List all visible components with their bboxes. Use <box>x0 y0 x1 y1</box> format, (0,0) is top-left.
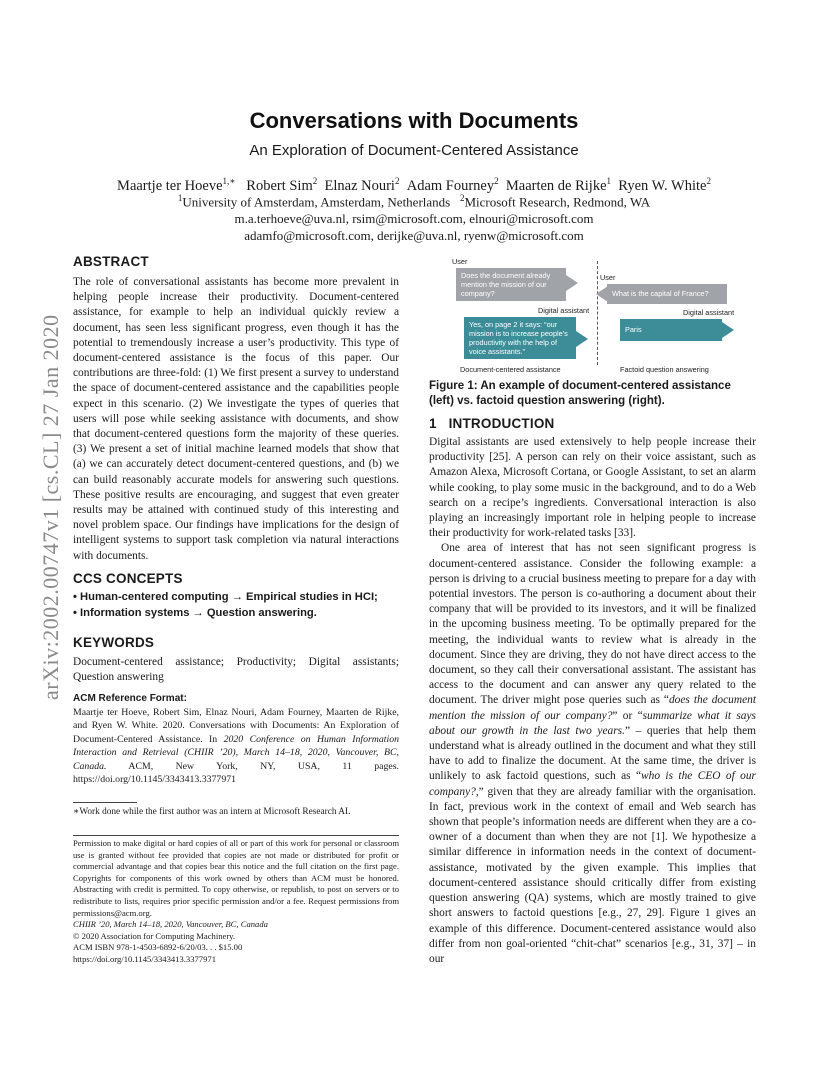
affil-sup: 2 <box>459 193 465 203</box>
bubble-tail <box>566 275 578 291</box>
author-sup: 2 <box>394 176 400 186</box>
email-line: adamfo@microsoft.com, derijke@uva.nl, ryenw@microsoft.com <box>244 228 584 243</box>
author-sup: 2 <box>312 176 318 186</box>
acm-ref-heading: ACM Reference Format: <box>73 693 187 704</box>
acm-ref-part: Maartje ter Hoeve, Robert Sim, Elnaz Nouri, Adam Fourney, Maarten de Rijke, and Ryen W. White. 2020. Conversations with Documents: An Exploration of Document-Centered Assistance. In <box>73 707 399 745</box>
text-run: ” or “ <box>612 709 643 722</box>
isbn: ACM ISBN 978-1-4503-6892-6/20/03. . . $15.00 <box>73 942 243 953</box>
affiliation-1: University of Amsterdam, Amsterdam, Netherlands <box>182 194 451 210</box>
author-sup: 2 <box>494 176 499 186</box>
paper-subtitle: An Exploration of Document-Centered Assistance <box>249 142 579 159</box>
author-sup: 1,∗ <box>222 176 236 186</box>
arxiv-stamp: arXiv:2002.00747v1 [cs.CL] 27 Jan 2020 <box>38 314 63 700</box>
example-query: summarize what it says about our growth in the last two years. <box>429 709 756 737</box>
section-number: 1 <box>429 416 437 431</box>
footnote: ∗Work done while the first author was an intern at Microsoft Research AI. <box>73 807 351 817</box>
doi: https://doi.org/10.1145/3343413.3377971 <box>73 953 216 964</box>
affiliation-2: Microsoft Research, Redmond, WA <box>464 194 651 210</box>
example-query: who is the CEO of our company? <box>429 770 756 798</box>
fig-right-assistant-label: Digital assistant <box>683 308 735 317</box>
figure-caption: Figure 1: An example of document-centered assistance (left) vs. factoid question answering (right). <box>429 380 731 407</box>
intro-paragraph-1: Digital assistants are used extensively to help people increase their productivity [25]. A person can rely on their voice assistant, such as Amazon Alexa, Microsoft Cortana, or Google Assistant, to set an alarm while cooking, to play some music in the background, and to do a Web search on a recipe’s ingredients. Conversational interaction is also playing an increasingly important role in helping people to increase their productivity for work-related tasks [33]. <box>429 436 756 540</box>
author-sup: 1 <box>606 176 612 186</box>
figure-1 <box>440 255 756 377</box>
footnote-rule <box>73 802 137 803</box>
abstract-heading: ABSTRACT <box>73 254 149 269</box>
ccs-item: • Human-centered computing → Empirical studies in HCI; <box>73 591 378 603</box>
ccs-item: • Information systems → Question answering. <box>73 606 317 619</box>
fig-left-assistant-label: Digital assistant <box>538 306 590 315</box>
acm-ref-venue: 2020 Conference on Human Information Interaction and Retrieval (CHIIR ’20), March 14–18, 2020, Vancouver, BC, Canada. <box>73 733 400 772</box>
author-name: Adam Fourney <box>406 177 495 194</box>
acm-ref-text <box>73 706 399 786</box>
bubble-tail <box>722 322 734 338</box>
figure-divider <box>597 261 598 365</box>
intro-paragraph-2 <box>429 541 756 967</box>
author-name: Maarten de Rijke <box>505 177 607 194</box>
keywords-heading: KEYWORDS <box>73 635 155 650</box>
fig-left-user-bubble: Does the document already mention the mission of our company? <box>456 268 566 301</box>
ccs-list <box>73 590 399 621</box>
intro-body <box>429 435 756 967</box>
text-run: One area of interest that has not seen significant progress is document-centered assistance. Consider the following example: a person is driving to a crucial business meeting to prepare for a day with potential investors. The person is co-authoring a document about their company that will be provided to its investors, and it will be finalized in the upcoming business meeting. To be optimally prepared for the meeting, the individual wants to review what is already in the document. Since they are driving, they do not have direct access to the document, so they call their conversational assistant. The assistant has access to the document and can answer any query related to the document. The driver might pose queries such as “ <box>429 542 756 707</box>
intro-heading <box>429 416 756 431</box>
fig-left-caption: Document-centered assistance <box>460 365 561 374</box>
fig-right-assistant-bubble: Paris <box>620 319 722 341</box>
author-name: Maartje ter Hoeve <box>117 177 223 194</box>
permission-text: Permission to make digital or hard copies of all or part of this work for personal or classroom use is granted without fee provided that copies are not made or distributed for profit or commercial advantage and that copies bear this notice and the full citation on the first page. Copyrights for components of this work owned by others than ACM must be honored. Abstracting with credit is permitted. To copy otherwise, or republish, to post on servers or to redistribute to lists, requires prior specific permission and/or a fee. Request permissions from permissions@acm.org. <box>73 838 399 918</box>
text-run: ” – queries that help them understand what is already outlined in the document and what they still have to add to finalize the document. At the same time, the driver is unlikely to ask factoid questions, such as “ <box>429 724 756 783</box>
fig-right-user-label: User <box>600 273 616 282</box>
affiliations <box>0 193 828 210</box>
abstract-text: The role of conversational assistants has become more prevalent in helping people increase their productivity. Document-centered assistance, for example to help an individual quickly review a document, has seen less significant progress, even though it has the potential to tremendously increase a user’s productivity. This type of document-centered assistance is the focus of this paper. Our contributions are three-fold: (1) We first present a survey to understand the space of document-centered assistance and the capabilities people expect in this scenario. (2) We investigate the types of queries that users will pose while seeking assistance with documents, and show that document-centered questions form the majority of these queries. (3) We present a set of initial machine learned models that show that (a) we can accurately detect document-centered questions, and (b) we can build reasonably accurate models for answering such questions. These positive results are encouraging, and suggest that even greater results may be attained with continued study of this interesting and novel problem space. Our findings have implications for the design of intelligent systems to support task completion via natural interactions with documents. <box>73 276 399 562</box>
fig-right-user-bubble: What is the capital of France? <box>607 284 727 304</box>
author-name: Robert Sim <box>246 177 313 194</box>
fig-right-caption: Factoid question answering <box>620 365 709 374</box>
permission-rule <box>73 835 399 836</box>
permission-block <box>73 838 399 966</box>
text-run: ,” given that they are already familiar with the organisation. In fact, previous work in the context of email and Web search has shown that people’s information needs are different when they are a co-owner of a document than when they are not [1]. We hypothesize a similar difference in information needs in the context of document-assistance, motivated by the given example. This implies that document-centered assistance should critically differ from existing question answering (QA) systems, which are mostly trained to give short answers to factoid questions [e.g., 27, 29]. Figure 1 gives an example of this difference. Document-centered assistance would also differ from non goal-oriented “chit-chat” scenarios [e.g., 31, 37] – in our <box>429 785 756 965</box>
fig-left-user-label: User <box>452 257 468 266</box>
permission-venue: CHIIR ’20, March 14–18, 2020, Vancouver, BC, Canada <box>73 919 268 930</box>
example-query: does the document mention the mission of our company? <box>429 694 756 722</box>
author-list <box>0 176 828 195</box>
bubble-tail <box>576 331 588 347</box>
ccs-heading: CCS CONCEPTS <box>73 571 183 586</box>
paper-title: Conversations with Documents <box>249 108 579 133</box>
author-sup: 2 <box>706 176 711 186</box>
copyright: © 2020 Association for Computing Machinery. <box>73 930 236 941</box>
author-name: Elnaz Nouri <box>324 177 395 194</box>
email-line: m.a.terhoeve@uva.nl, rsim@microsoft.com, elnouri@microsoft.com <box>234 211 594 226</box>
fig-left-assistant-bubble: Yes, on page 2 it says: “our mission is to increase people’s productivity with the help of voice assistants.” <box>464 317 576 359</box>
author-name: Ryen W. White <box>618 177 707 194</box>
section-title: INTRODUCTION <box>448 416 555 431</box>
acm-ref-part: ACM, New York, NY, USA, 11 pages. https://doi.org/10.1145/3343413.3377971 <box>73 760 399 786</box>
affil-sup: 1 <box>177 193 183 203</box>
keywords-text: Document-centered assistance; Productivity; Digital assistants; Question answering <box>73 656 399 684</box>
